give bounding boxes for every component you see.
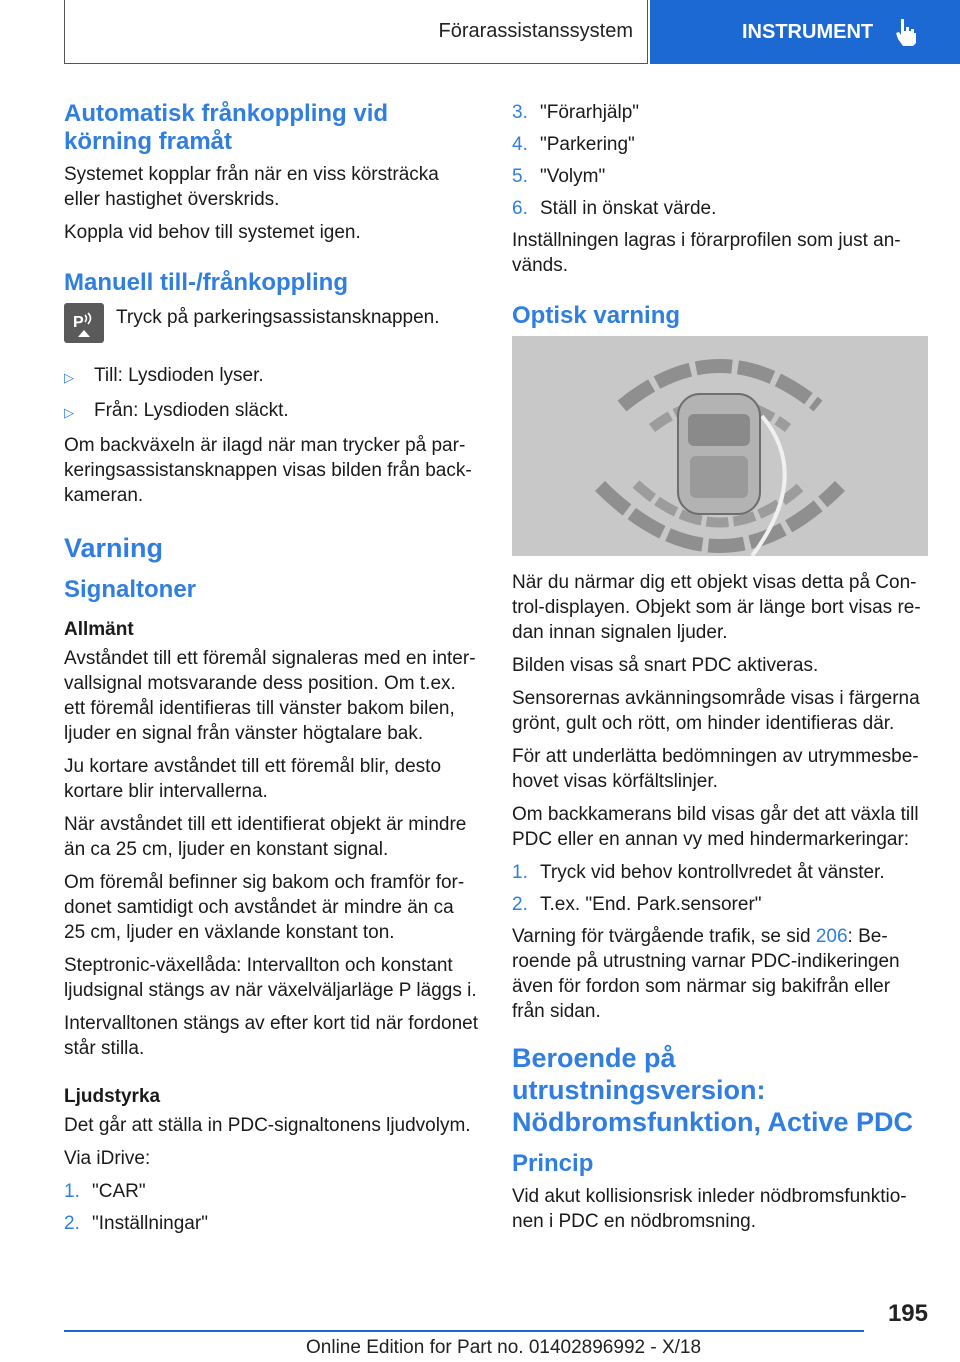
header-chapter-title: INSTRUMENT	[742, 20, 874, 43]
paragraph: Om föremål befinner sig bakom och framför for-donet samtidigt och avståndet är mindre än ca 25 cm, ljuder en växlande konstant ton.	[64, 872, 465, 943]
left-column	[64, 100, 480, 1243]
list-item: 1. Tryck vid behov kontrollvredet åt vänster.	[512, 862, 885, 883]
heading-general: Allmänt	[64, 619, 134, 640]
paragraph: Avståndet till ett föremål signaleras med en inter-vallsignal motsvarande dess position. Om t.ex. ett föremål identifieras till vänster bakom bilen, ljuder en signal från vänster högtalare bak.	[64, 648, 476, 744]
heading-principle: Princip	[512, 1150, 594, 1177]
list-item: 3. "Förarhjälp"	[512, 102, 640, 123]
heading-volume: Ljudstyrka	[64, 1086, 161, 1107]
footer-edition: Online Edition for Part no. 01402896992 - X/18	[306, 1337, 702, 1358]
svg-text:P: P	[73, 314, 84, 331]
parking-assist-button-icon	[64, 303, 104, 343]
right-column	[512, 100, 928, 1242]
header-section-title: Förarassistanssystem	[438, 20, 633, 42]
list-item: ▷ Från: Lysdioden släckt.	[64, 398, 480, 425]
heading-manual-toggle: Manuell till-/frånkoppling	[64, 269, 348, 296]
paragraph: För att underlätta bedömningen av utrymmesbe-hovet visas körfältslinjer.	[512, 746, 919, 792]
paragraph: Om backväxeln är ilagd när man trycker på par-keringsassistansknappen visas bilden från back-kameran.	[64, 435, 472, 506]
header-chapter	[650, 0, 960, 64]
triangle-bullet-icon: ▷	[64, 405, 74, 420]
list-item: 6. Ställ in önskat värde.	[512, 198, 717, 219]
triangle-bullet-icon: ▷	[64, 370, 74, 385]
paragraph: Inställningen lagras i förarprofilen som just an-vänds.	[512, 230, 901, 276]
heading-optical-warning: Optisk varning	[512, 302, 681, 329]
paragraph: När avståndet till ett identifierat objekt är mindre än ca 25 cm, ljuder en konstant signal.	[64, 814, 467, 860]
list-item: 4. "Parkering"	[512, 134, 635, 155]
paragraph: Bilden visas så snart PDC aktiveras.	[512, 655, 819, 676]
heading-signal-tones: Signaltoner	[64, 576, 197, 603]
paragraph: Tryck på parkeringsassistansknappen.	[116, 307, 440, 328]
paragraph: Via iDrive:	[64, 1148, 151, 1169]
paragraph: Ju kortare avståndet till ett föremål blir, desto kortare blir intervallerna.	[64, 756, 442, 802]
paragraph: Sensorernas avkänningsområde visas i färgerna grönt, gult och rött, om hinder identifieras där.	[512, 688, 920, 734]
footer-divider	[64, 1330, 864, 1332]
heading-auto-disconnect: Automatisk frånkoppling vid körning framåt	[64, 100, 389, 155]
pdc-display-image	[512, 336, 928, 556]
page-number: 195	[887, 1300, 928, 1327]
paragraph: Om backkamerans bild visas går det att växla till PDC eller en annan vy med hindermarkeringar:	[512, 804, 919, 850]
list-item: 1. "CAR"	[64, 1181, 146, 1202]
paragraph: Systemet kopplar från när en viss körsträcka eller hastighet överskrids.	[64, 164, 439, 210]
heading-emergency-brake: Beroende på utrustningsversion: Nödbromsfunktion, Active PDC	[512, 1043, 914, 1137]
header-section	[64, 0, 648, 64]
list-item: 2. T.ex. "End. Park.sensorer"	[512, 894, 762, 915]
list-item: 2. "Inställningar"	[64, 1213, 208, 1234]
list-item: 5. "Volym"	[512, 166, 606, 187]
list-item: ▷ Till: Lysdioden lyser.	[64, 363, 480, 390]
paragraph: Det går att ställa in PDC-signaltonens ljudvolym.	[64, 1115, 471, 1136]
paragraph: När du närmar dig ett objekt visas detta på Con-trol-displayen. Objekt som är länge bort visas re-dan innan signalen ljuder.	[512, 572, 921, 643]
heading-warning: Varning	[64, 533, 164, 563]
paragraph: Koppla vid behov till systemet igen.	[64, 222, 361, 243]
button-instruction	[64, 303, 480, 343]
paragraph-cross-traffic: Varning för tvärgående trafik, se sid 206: Be-roende på utrustning varnar PDC-indikeringen även för fordon som närmar sig bakifrån eller från sidan.	[512, 926, 900, 1022]
page-link[interactable]: 206	[815, 926, 848, 947]
paragraph: Steptronic-växellåda: Intervallton och konstant ljudsignal stängs av när växelväljarläge P läggs i.	[64, 955, 477, 1001]
paragraph: Vid akut kollisionsrisk inleder nödbromsfunktio-nen i PDC en nödbromsning.	[512, 1186, 907, 1232]
paragraph: Intervalltonen stängs av efter kort tid när fordonet står stilla.	[64, 1013, 479, 1059]
hand-pointer-icon	[893, 17, 919, 47]
